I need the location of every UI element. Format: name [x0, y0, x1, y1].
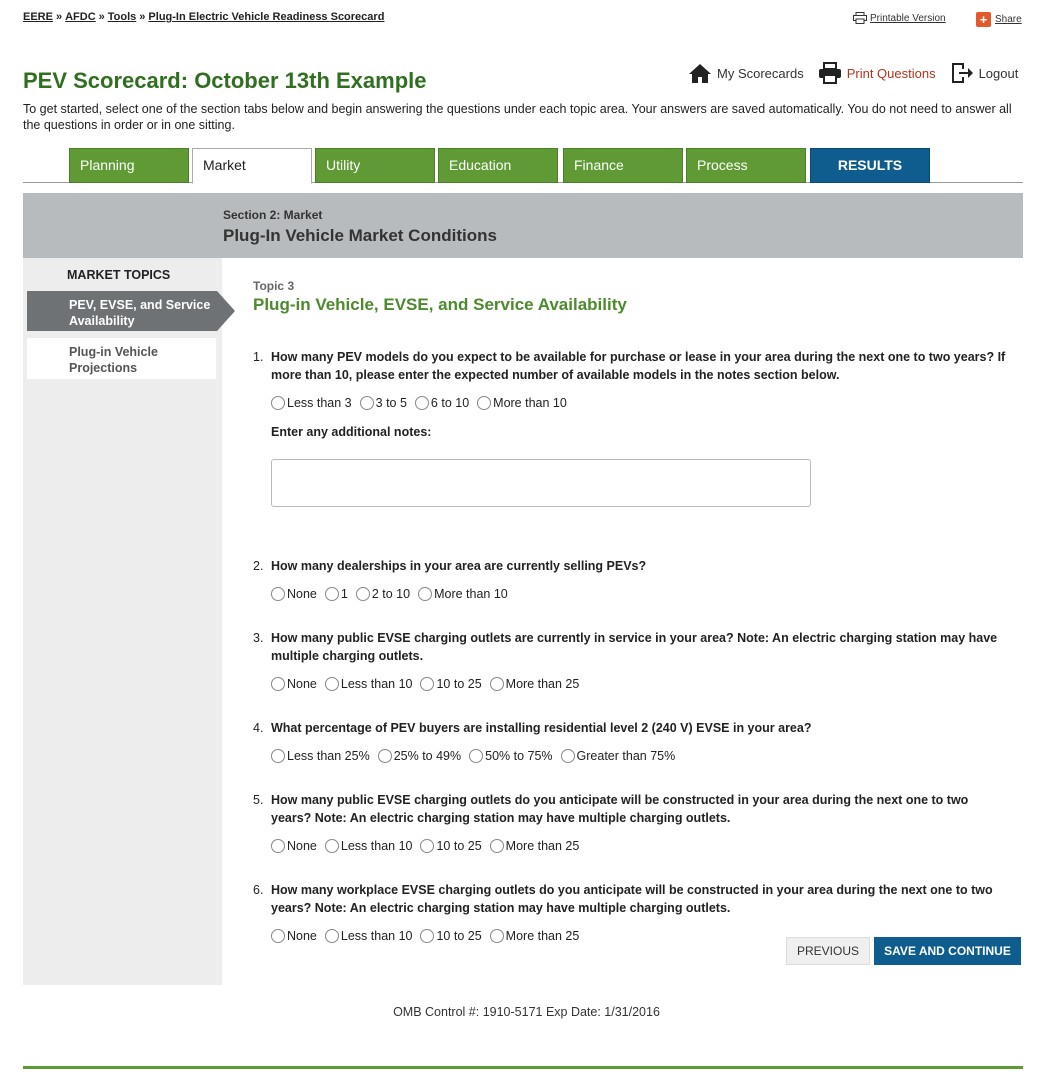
- radio-button[interactable]: [325, 839, 339, 853]
- sidebar-item-pev-evse-service[interactable]: [27, 291, 217, 331]
- tab-results[interactable]: RESULTS: [810, 148, 930, 183]
- breadcrumb: EERE » AFDC » Tools » Plug-In Electric Vehicle Readiness Scorecard: [23, 11, 385, 23]
- account-actions: [688, 61, 1032, 85]
- my-scorecards-label: My Scorecards: [717, 65, 804, 81]
- question-4: [253, 719, 1008, 763]
- radio-button[interactable]: [271, 929, 285, 943]
- notes-textarea[interactable]: [271, 459, 811, 507]
- option-10-to-25[interactable]: 10 to 25: [420, 839, 481, 853]
- section-header: [23, 193, 1023, 258]
- radio-button[interactable]: [271, 587, 285, 601]
- share-label[interactable]: Share: [995, 14, 1022, 25]
- logout-link[interactable]: [950, 61, 1019, 85]
- omb-control-note: OMB Control #: 1910-5171 Exp Date: 1/31/2016: [393, 1005, 660, 1019]
- radio-button[interactable]: [420, 929, 434, 943]
- question-number: 1.: [253, 350, 264, 364]
- radio-button[interactable]: [378, 749, 392, 763]
- question-number: 4.: [253, 721, 264, 735]
- option-none[interactable]: None: [271, 839, 317, 853]
- tab-education[interactable]: Education: [438, 148, 558, 183]
- topics-sidebar: [23, 258, 222, 985]
- option-1[interactable]: 1: [325, 587, 348, 601]
- active-arrow-icon: [217, 291, 235, 331]
- option-less-than-10[interactable]: Less than 10: [325, 929, 413, 943]
- share-icon: +: [976, 12, 991, 27]
- question-5: [253, 791, 1008, 853]
- breadcrumb-scorecard[interactable]: Plug-In Electric Vehicle Readiness Scorecard: [148, 11, 385, 23]
- home-icon: [688, 63, 712, 84]
- option-50-to-75-percent[interactable]: 50% to 75%: [469, 749, 552, 763]
- option-none[interactable]: None: [271, 929, 317, 943]
- question-3: [253, 629, 1008, 691]
- radio-button[interactable]: [271, 749, 285, 763]
- question-text: What percentage of PEV buyers are installing residential level 2 (240 V) EVSE in your area?: [271, 721, 812, 735]
- question-number: 6.: [253, 883, 264, 897]
- print-questions-label: Print Questions: [846, 65, 936, 81]
- radio-button[interactable]: [490, 839, 504, 853]
- radio-button[interactable]: [561, 749, 575, 763]
- sidebar-item-pev-projections[interactable]: [27, 338, 216, 379]
- option-25-to-49-percent[interactable]: 25% to 49%: [378, 749, 461, 763]
- radio-button[interactable]: [477, 396, 491, 410]
- tab-utility[interactable]: Utility: [315, 148, 435, 183]
- tab-finance[interactable]: Finance: [563, 148, 683, 183]
- radio-button[interactable]: [469, 749, 483, 763]
- radio-button[interactable]: [271, 677, 285, 691]
- footer-divider: [23, 1066, 1023, 1069]
- question-number: 2.: [253, 559, 264, 573]
- breadcrumb-tools[interactable]: Tools: [107, 11, 137, 23]
- section-title: Plug-In Vehicle Market Conditions: [223, 226, 497, 245]
- question-text: How many workplace EVSE charging outlets do you anticipate will be constructed in your area during the next one to two years? Note: An electric charging station may have multiple charging outlets.: [271, 883, 993, 915]
- topic-title: Plug-in Vehicle, EVSE, and Service Availability: [253, 295, 627, 314]
- radio-button[interactable]: [325, 587, 339, 601]
- question-1: [253, 348, 1008, 410]
- tab-planning[interactable]: Planning: [69, 148, 189, 183]
- option-less-than-25-percent[interactable]: Less than 25%: [271, 749, 370, 763]
- breadcrumb-afdc[interactable]: AFDC: [65, 11, 96, 23]
- sidebar-item-label: Plug-in Vehicle Projections: [69, 345, 158, 375]
- printer-icon: [853, 12, 867, 24]
- section-tabs: [23, 148, 1023, 183]
- option-more-than-10[interactable]: More than 10: [418, 587, 508, 601]
- printable-version-link[interactable]: [853, 12, 946, 24]
- breadcrumb-eere[interactable]: EERE: [23, 11, 53, 23]
- radio-button[interactable]: [420, 839, 434, 853]
- question-text: How many public EVSE charging outlets are currently in service in your area? Note: An electric charging station may have multiple charging outlets.: [271, 631, 998, 663]
- radio-button[interactable]: [325, 677, 339, 691]
- print-questions-link[interactable]: [818, 62, 936, 84]
- option-none[interactable]: None: [271, 677, 317, 691]
- sidebar-item-label: PEV, EVSE, and Service Availability: [69, 298, 211, 328]
- option-more-than-25[interactable]: More than 25: [490, 839, 580, 853]
- question-6: [253, 881, 1008, 943]
- radio-button[interactable]: [271, 396, 285, 410]
- printable-version-label[interactable]: Printable Version: [870, 12, 946, 24]
- option-less-than-10[interactable]: Less than 10: [325, 839, 413, 853]
- option-less-than-10[interactable]: Less than 10: [325, 677, 413, 691]
- previous-button[interactable]: PREVIOUS: [786, 937, 870, 965]
- section-label: Section 2: Market: [223, 208, 323, 222]
- question-text: How many public EVSE charging outlets do you anticipate will be constructed in your area during the next one to two years? Note: An electric charging station may have multiple charging outlets.: [271, 793, 969, 825]
- radio-button[interactable]: [415, 396, 429, 410]
- topic-label: Topic 3: [253, 279, 295, 293]
- share-link[interactable]: [976, 12, 1022, 27]
- radio-button[interactable]: [356, 587, 370, 601]
- option-more-than-10[interactable]: More than 10: [477, 396, 567, 410]
- option-greater-than-75-percent[interactable]: Greater than 75%: [561, 749, 676, 763]
- radio-button[interactable]: [418, 587, 432, 601]
- question-2: [253, 557, 1008, 601]
- option-3-to-5[interactable]: 3 to 5: [360, 396, 407, 410]
- intro-text: To get started, select one of the section tabs below and begin answering the questions under each topic area. Your answers are saved automatically. You do not need to answer all the questions in order or in one sitting.: [23, 102, 1012, 132]
- option-none[interactable]: None: [271, 587, 317, 601]
- option-10-to-25[interactable]: 10 to 25: [420, 677, 481, 691]
- radio-button[interactable]: [490, 677, 504, 691]
- save-and-continue-button[interactable]: SAVE AND CONTINUE: [874, 937, 1021, 965]
- print-icon: [818, 62, 842, 84]
- logout-icon: [950, 61, 974, 85]
- option-2-to-10[interactable]: 2 to 10: [356, 587, 410, 601]
- option-more-than-25[interactable]: More than 25: [490, 677, 580, 691]
- question-text: How many dealerships in your area are currently selling PEVs?: [271, 559, 647, 573]
- my-scorecards-link[interactable]: [688, 63, 804, 84]
- question-text: How many PEV models do you expect to be available for purchase or lease in your area during the next one to two years? If more than 10, please enter the expected number of available models in the notes section below.: [271, 350, 1006, 382]
- sidebar-heading: MARKET TOPICS: [67, 268, 171, 282]
- radio-button[interactable]: [490, 929, 504, 943]
- question-number: 3.: [253, 631, 264, 645]
- tab-process[interactable]: Process: [686, 148, 806, 183]
- option-less-than-3[interactable]: Less than 3: [271, 396, 352, 410]
- question-number: 5.: [253, 793, 264, 807]
- radio-button[interactable]: [420, 677, 434, 691]
- radio-button[interactable]: [271, 839, 285, 853]
- tab-market[interactable]: Market: [192, 148, 312, 184]
- radio-button[interactable]: [360, 396, 374, 410]
- option-more-than-25[interactable]: More than 25: [490, 929, 580, 943]
- option-6-to-10[interactable]: 6 to 10: [415, 396, 469, 410]
- radio-button[interactable]: [325, 929, 339, 943]
- option-10-to-25[interactable]: 10 to 25: [420, 929, 481, 943]
- logout-label: Logout: [978, 65, 1019, 81]
- notes-label: Enter any additional notes:: [271, 425, 432, 439]
- page-title: PEV Scorecard: October 13th Example: [23, 68, 427, 93]
